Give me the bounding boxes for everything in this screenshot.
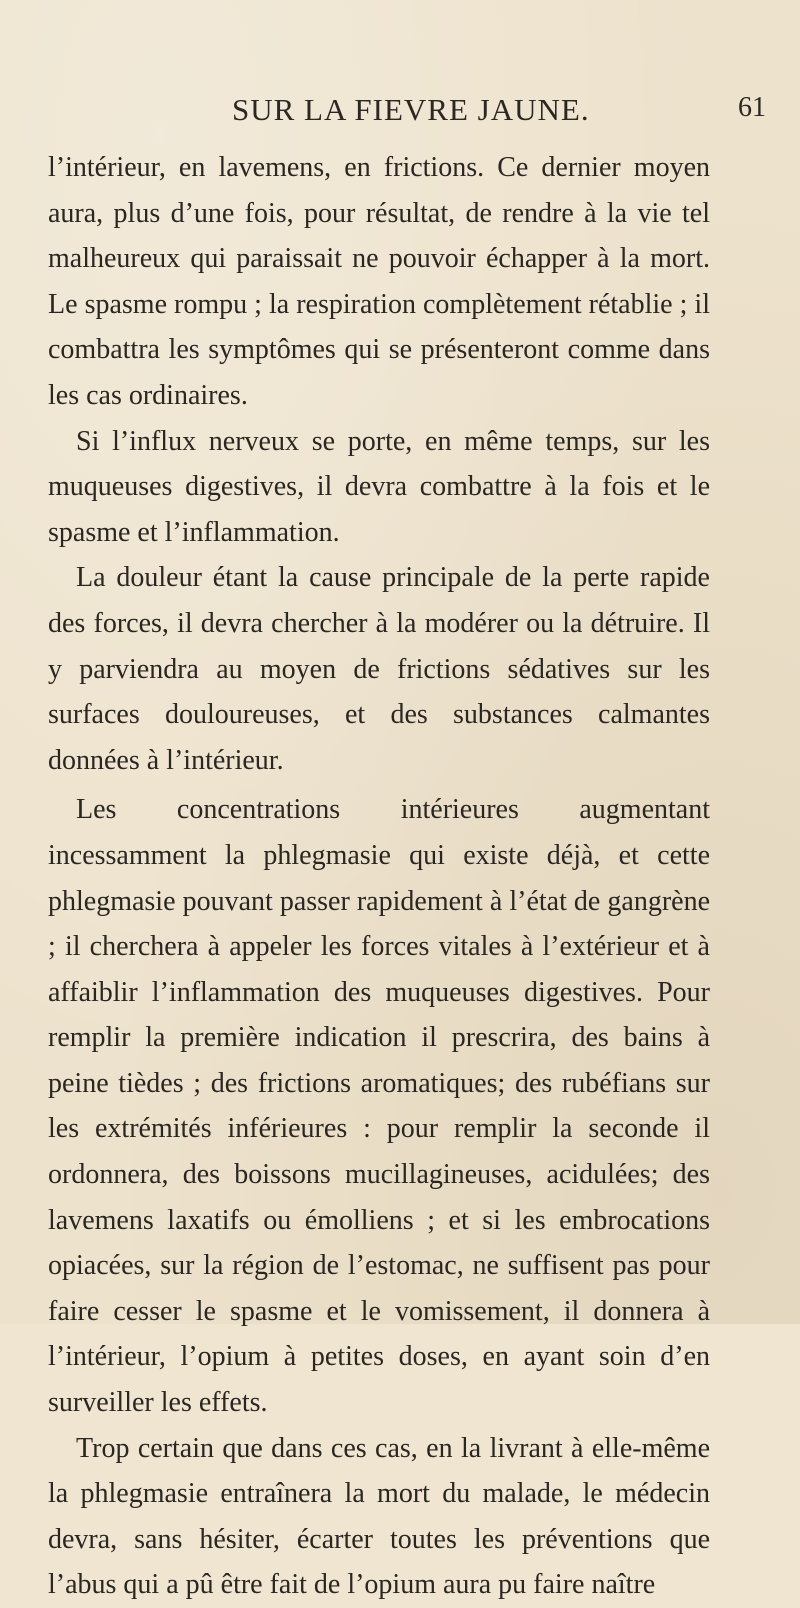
- paragraph: Si l’influx nerveux se porte, en même temps, sur les muqueuses digestives, il devra combattre à la fois et le spasme et l’inflammation.: [48, 425, 710, 548]
- page-header: [0, 92, 800, 132]
- body-text: [48, 145, 710, 1608]
- paragraph: l’intérieur, en lavemens, en frictions. Ce dernier moyen aura, plus d’une fois, pour résultat, de rendre à la vie tel malheureux qui paraissait ne pouvoir échapper à la mort. Le spasme rompu ; la respiration complètement rétablie ; il combattra les symptômes qui se présenteront comme dans les cas ordinaires.: [48, 152, 710, 411]
- running-title: SUR LA FIEVRE JAUNE.: [232, 92, 590, 127]
- paragraph: Trop certain que dans ces cas, en la livrant à elle-même la phlegmasie entraînera la mort du malade, le médecin devra, sans hésiter, écarter toutes les préventions que l’abus qui a pû être fait de l’opium aura pu faire naître: [48, 1432, 710, 1601]
- paragraph: La douleur étant la cause principale de la perte rapide des forces, il devra chercher à la modérer ou la détruire. Il y parviendra au moyen de frictions sédatives sur les surfaces douloureuses, et des substances calmantes données à l’intérieur.: [48, 562, 710, 776]
- page-number: 61: [738, 92, 766, 123]
- paragraph: Les concentrations intérieures augmentant incessamment la phlegmasie qui existe déjà, et cette phlegmasie pouvant passer rapidement à l’état de gangrène ; il cherchera à appeler les forces vitales à l’extérieur et à affaiblir l’inflammation des muqueuses digestives. Pour remplir la première indication il prescrira, des bains à peine tièdes ; des frictions aromatiques; des rubéfians sur les extrémités inférieures : pour remplir la seconde il ordonnera, des boissons mucillagineuses, acidulées; des lavemens laxatifs ou émolliens ; et si les embrocations opiacées, sur la région de l’estomac, ne suffisent pas pour faire cesser le spasme et le vomissement, il donnera à l’intérieur, l’opium à petites doses, en ayant soin d’en surveiller les effets.: [48, 794, 710, 1419]
